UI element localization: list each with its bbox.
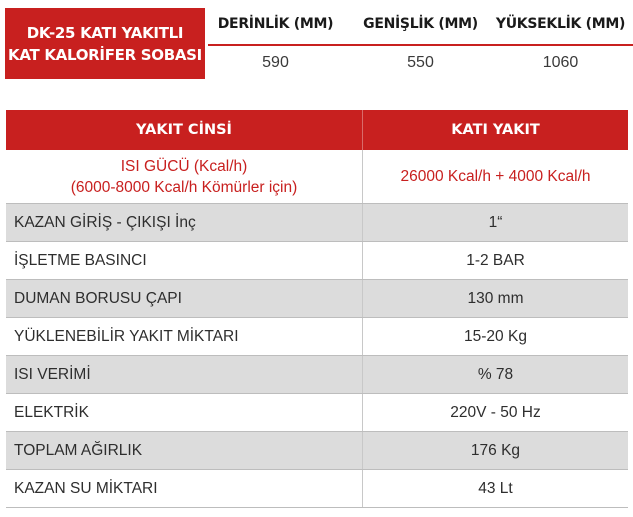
dimension-height-label: YÜKSEKLİK (MM)	[495, 16, 626, 32]
table-row	[6, 280, 628, 318]
dimension-depth	[208, 8, 343, 79]
row-label: DUMAN BORUSU ÇAPI	[6, 280, 363, 317]
table-row-heat-output	[6, 150, 628, 204]
spec-table-header	[6, 110, 628, 150]
row-label-heat-output	[6, 150, 363, 203]
row-label: ISI VERİMİ	[6, 356, 363, 393]
dimension-depth-label: DERİNLİK (MM)	[217, 16, 334, 32]
product-title-line-1: DK-25 KATI YAKITLI	[26, 23, 184, 42]
table-row	[6, 318, 628, 356]
table-row	[6, 204, 628, 242]
row-value: 43 Lt	[478, 479, 513, 497]
table-row	[6, 470, 628, 508]
row-label: KAZAN GİRİŞ - ÇIKIŞI İnç	[6, 204, 363, 241]
heat-output-label: ISI GÜCÜ (Kcal/h)	[120, 157, 248, 175]
table-row	[6, 242, 628, 280]
table-row	[6, 356, 628, 394]
spec-table	[6, 110, 628, 508]
header-solid-fuel: KATI YAKIT	[451, 122, 540, 138]
row-label: TOPLAM AĞIRLIK	[6, 432, 363, 469]
table-row	[6, 432, 628, 470]
product-title-box	[5, 8, 205, 79]
dimension-height	[488, 8, 633, 79]
dimension-width-label: GENİŞLİK (MM)	[363, 16, 478, 32]
row-value: 130 mm	[467, 289, 524, 307]
heat-output-value: 26000 Kcal/h + 4000 Kcal/h	[400, 167, 591, 185]
table-row	[6, 394, 628, 432]
dimension-width-value: 550	[407, 54, 434, 71]
row-label: YÜKLENEBİLİR YAKIT MİKTARI	[6, 318, 363, 355]
heat-output-sublabel: (6000-8000 Kcal/h Kömürler için)	[70, 178, 298, 196]
row-value: 176 Kg	[470, 441, 521, 459]
row-value: 1-2 BAR	[466, 251, 525, 269]
row-value: 1“	[488, 213, 503, 231]
row-label: KAZAN SU MİKTARI	[6, 470, 363, 507]
row-value: 220V - 50 Hz	[450, 403, 541, 421]
dimension-depth-value: 590	[262, 54, 289, 71]
row-label: ELEKTRİK	[6, 394, 363, 431]
row-label: İŞLETME BASINCI	[6, 242, 363, 279]
row-value: 15-20 Kg	[464, 327, 527, 345]
header-fuel-type: YAKIT CİNSİ	[6, 110, 363, 150]
row-value: % 78	[477, 365, 514, 383]
product-title-line-2: KAT KALORİFER SOBASI	[8, 45, 202, 64]
dimensions-table	[208, 8, 633, 79]
dimension-width	[353, 8, 488, 79]
dimension-height-value: 1060	[542, 54, 579, 71]
